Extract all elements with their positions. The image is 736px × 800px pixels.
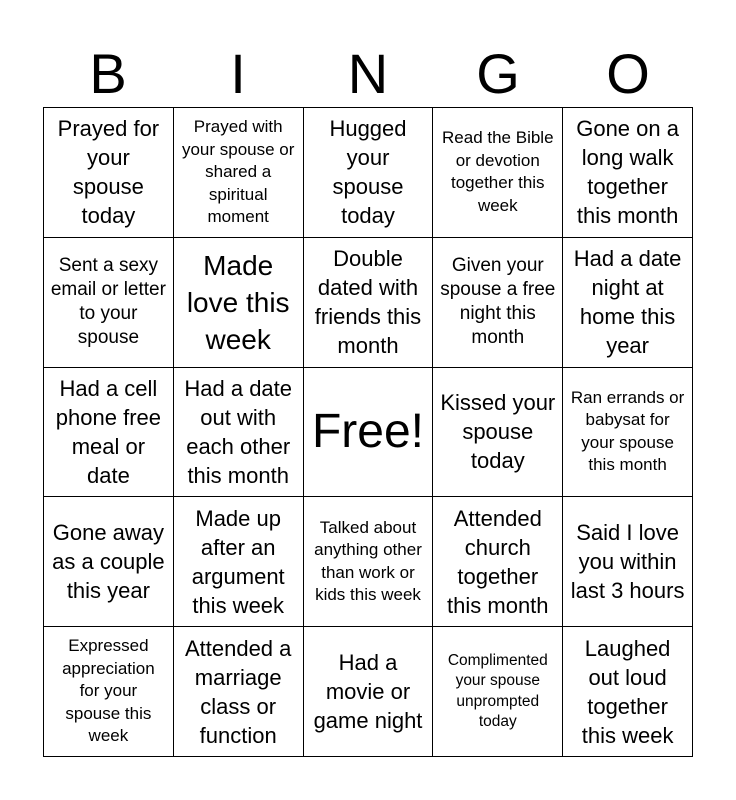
bingo-header bbox=[43, 40, 693, 108]
header-letter-b: B bbox=[89, 42, 127, 105]
bingo-cell[interactable] bbox=[44, 627, 174, 757]
bingo-cell-text: Prayed with your spouse or shared a spiritual moment bbox=[181, 117, 295, 227]
bingo-cell[interactable] bbox=[174, 497, 304, 627]
bingo-cell[interactable] bbox=[433, 108, 563, 238]
bingo-cell-text: Had a date out with each other this month bbox=[184, 375, 293, 488]
bingo-cell[interactable] bbox=[563, 497, 693, 627]
free-space-cell[interactable] bbox=[304, 368, 434, 498]
bingo-cell-text: Had a movie or game night bbox=[313, 650, 423, 734]
header-letter-n: N bbox=[347, 42, 389, 105]
bingo-cell[interactable] bbox=[563, 627, 693, 757]
bingo-cell[interactable] bbox=[174, 238, 304, 368]
bingo-cell[interactable] bbox=[44, 368, 174, 498]
bingo-cell-text: Made up after an argument this week bbox=[191, 505, 285, 618]
bingo-cell-text: Attended church together this month bbox=[447, 505, 549, 618]
bingo-cell[interactable] bbox=[174, 627, 304, 757]
bingo-cell[interactable] bbox=[304, 497, 434, 627]
bingo-cell-text: Prayed for your spouse today bbox=[57, 116, 160, 229]
bingo-cell-text: Expressed appreciation for your spouse this week bbox=[62, 636, 155, 746]
bingo-cell[interactable] bbox=[433, 368, 563, 498]
bingo-cell-text: Complimented your spouse unprompted today bbox=[447, 651, 548, 731]
bingo-cell-text: Attended a marriage class or function bbox=[184, 635, 292, 748]
bingo-cell[interactable] bbox=[433, 238, 563, 368]
bingo-cell-text: Read the Bible or devotion together this week bbox=[442, 128, 554, 215]
bingo-cell-text: Ran errands or babysat for your spouse this month bbox=[570, 387, 685, 475]
bingo-cell[interactable] bbox=[44, 497, 174, 627]
bingo-cell[interactable] bbox=[304, 238, 434, 368]
bingo-cell-text: Kissed your spouse today bbox=[440, 390, 556, 474]
bingo-cell[interactable] bbox=[563, 108, 693, 238]
bingo-cell-text: Had a cell phone free meal or date bbox=[55, 375, 161, 488]
bingo-cell-text: Had a date night at home this year bbox=[573, 246, 682, 359]
bingo-cell[interactable] bbox=[44, 108, 174, 238]
bingo-cell-text: Hugged your spouse today bbox=[329, 116, 407, 229]
bingo-cell-text: Double dated with friends this month bbox=[314, 246, 422, 359]
bingo-cell[interactable] bbox=[44, 238, 174, 368]
header-letter-o: O bbox=[606, 42, 650, 105]
bingo-cell-text: Said I love you within last 3 hours bbox=[570, 520, 685, 604]
bingo-cell-text: Gone on a long walk together this month bbox=[576, 116, 679, 229]
bingo-cell[interactable] bbox=[433, 627, 563, 757]
bingo-cell-text: Laughed out loud together this week bbox=[581, 635, 674, 748]
header-letter-i: I bbox=[230, 42, 246, 105]
bingo-cell[interactable] bbox=[174, 108, 304, 238]
bingo-cell[interactable] bbox=[563, 238, 693, 368]
header-letter-g: G bbox=[476, 42, 520, 105]
bingo-cell[interactable] bbox=[304, 108, 434, 238]
bingo-cell-text: Sent a sexy email or letter to your spouse bbox=[50, 255, 166, 349]
bingo-grid bbox=[43, 107, 693, 757]
bingo-cell[interactable] bbox=[304, 627, 434, 757]
bingo-cell-text: Made love this week bbox=[186, 249, 290, 355]
bingo-cell-text: Gone away as a couple this year bbox=[52, 520, 165, 604]
bingo-cell[interactable] bbox=[433, 497, 563, 627]
bingo-cell-text: Free! bbox=[311, 404, 424, 458]
bingo-cell-text: Talked about anything other than work or kids this week bbox=[314, 517, 422, 605]
bingo-cell-text: Given your spouse a free night this month bbox=[440, 255, 556, 349]
bingo-cell[interactable] bbox=[174, 368, 304, 498]
bingo-cell[interactable] bbox=[563, 368, 693, 498]
